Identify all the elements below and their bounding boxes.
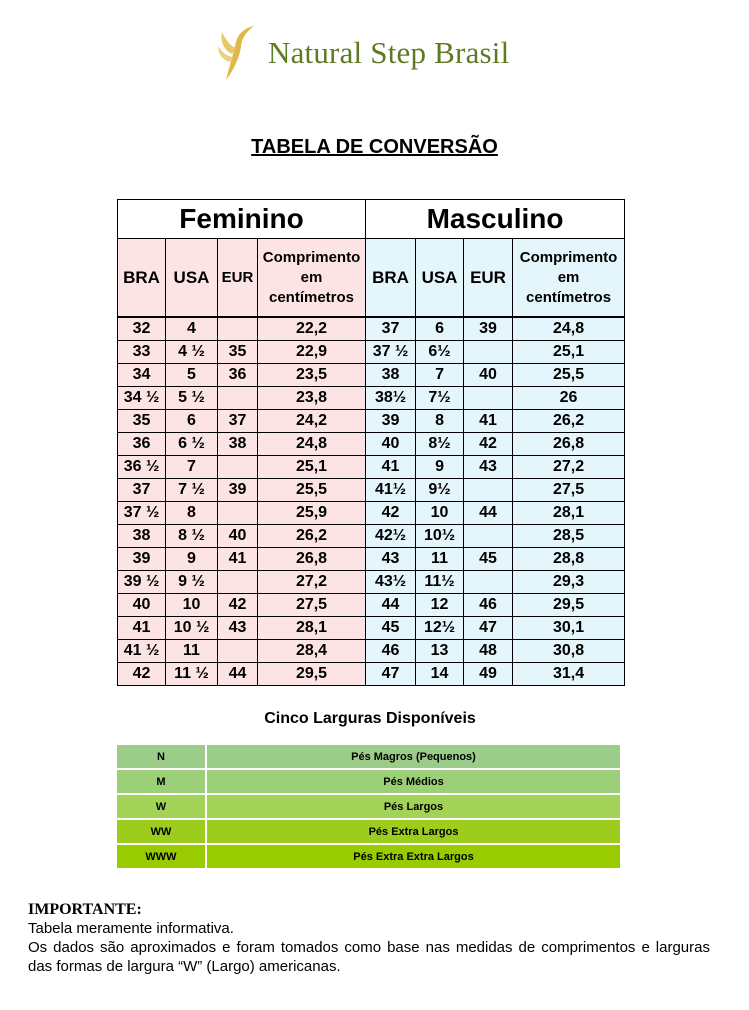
cell-f-bra: 36 — [118, 433, 166, 456]
cell-m-len: 30,1 — [513, 617, 625, 640]
cell-f-usa: 11 ½ — [166, 663, 218, 686]
cell-f-len: 27,2 — [258, 571, 366, 594]
section-female: Feminino — [118, 200, 366, 239]
cell-f-len: 22,2 — [258, 317, 366, 341]
cell-f-eur — [218, 502, 258, 525]
cell-m-usa: 11½ — [416, 571, 464, 594]
cell-f-usa: 5 — [166, 364, 218, 387]
cell-f-usa: 10 ½ — [166, 617, 218, 640]
important-title: IMPORTANTE: — [28, 901, 142, 918]
cell-m-bra: 38 — [366, 364, 416, 387]
cell-f-len: 23,5 — [258, 364, 366, 387]
cell-f-usa: 9 ½ — [166, 571, 218, 594]
cell-f-len: 26,2 — [258, 525, 366, 548]
table-row — [118, 548, 625, 571]
cell-f-len: 24,8 — [258, 433, 366, 456]
width-row — [117, 845, 620, 868]
cell-f-bra: 37 ½ — [118, 502, 166, 525]
cell-f-bra: 36 ½ — [118, 456, 166, 479]
cell-m-bra: 42 — [366, 502, 416, 525]
cell-f-eur — [218, 640, 258, 663]
cell-m-bra: 43 — [366, 548, 416, 571]
width-code: WWW — [117, 845, 207, 868]
cell-f-bra: 42 — [118, 663, 166, 686]
cell-f-eur: 39 — [218, 479, 258, 502]
cell-f-eur — [218, 317, 258, 341]
cell-m-eur: 47 — [464, 617, 513, 640]
cell-m-bra: 43½ — [366, 571, 416, 594]
cell-f-bra: 35 — [118, 410, 166, 433]
col-male-usa: USA — [416, 239, 464, 318]
cell-f-usa: 9 — [166, 548, 218, 571]
cell-f-len: 22,9 — [258, 341, 366, 364]
cell-f-usa: 4 — [166, 317, 218, 341]
length-label-line1: Comprimento — [262, 248, 361, 266]
width-label: Pés Magros (Pequenos) — [207, 745, 620, 768]
length-label-line3: centímetros — [526, 288, 612, 306]
width-code: N — [117, 745, 207, 768]
cell-m-len: 24,8 — [513, 317, 625, 341]
table-row — [118, 364, 625, 387]
cell-m-usa: 7 — [416, 364, 464, 387]
cell-f-eur: 38 — [218, 433, 258, 456]
cell-m-usa: 11 — [416, 548, 464, 571]
length-label-line2: em — [300, 268, 323, 286]
cell-m-bra: 42½ — [366, 525, 416, 548]
length-label-line1: Comprimento — [519, 248, 618, 266]
cell-m-bra: 41½ — [366, 479, 416, 502]
table-row — [118, 387, 625, 410]
cell-m-eur: 42 — [464, 433, 513, 456]
cell-f-usa: 5 ½ — [166, 387, 218, 410]
cell-m-usa: 6½ — [416, 341, 464, 364]
cell-m-eur — [464, 479, 513, 502]
cell-m-bra: 39 — [366, 410, 416, 433]
cell-m-eur: 43 — [464, 456, 513, 479]
cell-f-eur: 43 — [218, 617, 258, 640]
widths-table — [117, 743, 620, 870]
width-code: M — [117, 770, 207, 793]
col-female-usa: USA — [166, 239, 218, 318]
cell-m-len: 28,5 — [513, 525, 625, 548]
winged-foot-icon — [216, 24, 258, 82]
important-line1: Tabela meramente informativa. — [28, 920, 234, 937]
cell-f-len: 27,5 — [258, 594, 366, 617]
width-row — [117, 795, 620, 818]
cell-f-bra: 32 — [118, 317, 166, 341]
cell-f-bra: 34 — [118, 364, 166, 387]
table-row — [118, 502, 625, 525]
cell-f-eur: 37 — [218, 410, 258, 433]
cell-m-bra: 45 — [366, 617, 416, 640]
cell-m-bra: 46 — [366, 640, 416, 663]
cell-m-usa: 8 — [416, 410, 464, 433]
cell-m-len: 26,8 — [513, 433, 625, 456]
table-row — [118, 456, 625, 479]
table-row — [118, 594, 625, 617]
table-row — [118, 663, 625, 686]
cell-f-len: 25,9 — [258, 502, 366, 525]
cell-f-usa: 10 — [166, 594, 218, 617]
conversion-table — [117, 199, 625, 686]
table-row — [118, 341, 625, 364]
cell-m-eur — [464, 387, 513, 410]
cell-f-usa: 7 — [166, 456, 218, 479]
cell-m-len: 29,5 — [513, 594, 625, 617]
table-row — [118, 640, 625, 663]
cell-m-eur: 40 — [464, 364, 513, 387]
cell-f-eur — [218, 387, 258, 410]
cell-m-len: 30,8 — [513, 640, 625, 663]
cell-f-eur: 44 — [218, 663, 258, 686]
cell-m-bra: 47 — [366, 663, 416, 686]
cell-f-usa: 8 ½ — [166, 525, 218, 548]
cell-m-eur: 41 — [464, 410, 513, 433]
cell-f-len: 25,5 — [258, 479, 366, 502]
cell-m-bra: 44 — [366, 594, 416, 617]
cell-m-bra: 37 — [366, 317, 416, 341]
cell-m-usa: 7½ — [416, 387, 464, 410]
cell-m-eur — [464, 525, 513, 548]
table-row — [118, 525, 625, 548]
cell-f-usa: 6 ½ — [166, 433, 218, 456]
cell-m-usa: 8½ — [416, 433, 464, 456]
width-code: WW — [117, 820, 207, 843]
important-line2: Os dados são aproximados e foram tomados como base nas medidas de comprimentos e larguras das formas de largura “W” (Largo) americanas. — [28, 939, 710, 975]
cell-f-bra: 33 — [118, 341, 166, 364]
cell-m-len: 31,4 — [513, 663, 625, 686]
width-label: Pés Extra Extra Largos — [207, 845, 620, 868]
cell-m-len: 28,8 — [513, 548, 625, 571]
cell-f-eur: 36 — [218, 364, 258, 387]
width-label: Pés Largos — [207, 795, 620, 818]
important-note — [28, 900, 710, 976]
width-row — [117, 820, 620, 843]
cell-m-eur: 49 — [464, 663, 513, 686]
brand-name: Natural Step Brasil — [268, 35, 510, 70]
col-male-eur: EUR — [464, 239, 513, 318]
cell-f-eur: 40 — [218, 525, 258, 548]
cell-f-usa: 7 ½ — [166, 479, 218, 502]
cell-m-eur: 44 — [464, 502, 513, 525]
section-male: Masculino — [366, 200, 625, 239]
cell-m-usa: 12 — [416, 594, 464, 617]
width-label: Pés Extra Largos — [207, 820, 620, 843]
cell-m-len: 25,5 — [513, 364, 625, 387]
cell-f-bra: 34 ½ — [118, 387, 166, 410]
cell-f-bra: 39 ½ — [118, 571, 166, 594]
table-row — [118, 479, 625, 502]
cell-f-eur — [218, 456, 258, 479]
col-female-bra: BRA — [118, 239, 166, 318]
width-row — [117, 770, 620, 793]
col-female-length — [258, 239, 366, 318]
cell-f-usa: 8 — [166, 502, 218, 525]
cell-m-len: 27,5 — [513, 479, 625, 502]
table-row — [118, 433, 625, 456]
length-label-line3: centímetros — [268, 288, 355, 306]
cell-m-usa: 6 — [416, 317, 464, 341]
cell-f-usa: 4 ½ — [166, 341, 218, 364]
cell-m-usa: 10½ — [416, 525, 464, 548]
table-row — [118, 571, 625, 594]
col-male-length — [513, 239, 625, 318]
cell-f-bra: 38 — [118, 525, 166, 548]
cell-f-len: 24,2 — [258, 410, 366, 433]
cell-m-len: 26 — [513, 387, 625, 410]
cell-m-usa: 13 — [416, 640, 464, 663]
widths-table-body — [117, 745, 620, 868]
width-row — [117, 745, 620, 768]
cell-m-bra: 38½ — [366, 387, 416, 410]
brand-logo — [216, 24, 509, 82]
table-row — [118, 617, 625, 640]
cell-m-eur — [464, 341, 513, 364]
cell-m-len: 27,2 — [513, 456, 625, 479]
cell-m-len: 29,3 — [513, 571, 625, 594]
cell-m-bra: 40 — [366, 433, 416, 456]
cell-m-usa: 9 — [416, 456, 464, 479]
cell-m-eur: 45 — [464, 548, 513, 571]
cell-m-usa: 14 — [416, 663, 464, 686]
cell-f-bra: 41 — [118, 617, 166, 640]
cell-m-eur: 48 — [464, 640, 513, 663]
cell-f-bra: 40 — [118, 594, 166, 617]
conversion-table-body — [118, 317, 625, 686]
cell-f-bra: 39 — [118, 548, 166, 571]
col-male-bra: BRA — [366, 239, 416, 318]
widths-title: Cinco Larguras Disponíveis — [264, 710, 476, 727]
cell-m-len: 25,1 — [513, 341, 625, 364]
table-row — [118, 317, 625, 341]
cell-m-eur: 39 — [464, 317, 513, 341]
cell-f-len: 26,8 — [258, 548, 366, 571]
cell-m-usa: 12½ — [416, 617, 464, 640]
width-code: W — [117, 795, 207, 818]
cell-m-eur — [464, 571, 513, 594]
cell-f-len: 23,8 — [258, 387, 366, 410]
cell-f-eur: 35 — [218, 341, 258, 364]
cell-f-len: 25,1 — [258, 456, 366, 479]
col-female-eur: EUR — [218, 239, 258, 318]
page-title: TABELA DE CONVERSÃO — [251, 136, 498, 158]
cell-f-bra: 41 ½ — [118, 640, 166, 663]
cell-f-len: 29,5 — [258, 663, 366, 686]
cell-m-usa: 10 — [416, 502, 464, 525]
cell-m-bra: 37 ½ — [366, 341, 416, 364]
cell-m-eur: 46 — [464, 594, 513, 617]
cell-f-len: 28,4 — [258, 640, 366, 663]
cell-f-eur: 42 — [218, 594, 258, 617]
cell-m-len: 28,1 — [513, 502, 625, 525]
cell-m-usa: 9½ — [416, 479, 464, 502]
cell-f-usa: 11 — [166, 640, 218, 663]
length-label-line2: em — [557, 268, 580, 286]
width-label: Pés Médios — [207, 770, 620, 793]
cell-f-eur — [218, 571, 258, 594]
table-row — [118, 410, 625, 433]
cell-f-usa: 6 — [166, 410, 218, 433]
cell-f-len: 28,1 — [258, 617, 366, 640]
cell-m-len: 26,2 — [513, 410, 625, 433]
cell-m-bra: 41 — [366, 456, 416, 479]
cell-f-bra: 37 — [118, 479, 166, 502]
cell-f-eur: 41 — [218, 548, 258, 571]
